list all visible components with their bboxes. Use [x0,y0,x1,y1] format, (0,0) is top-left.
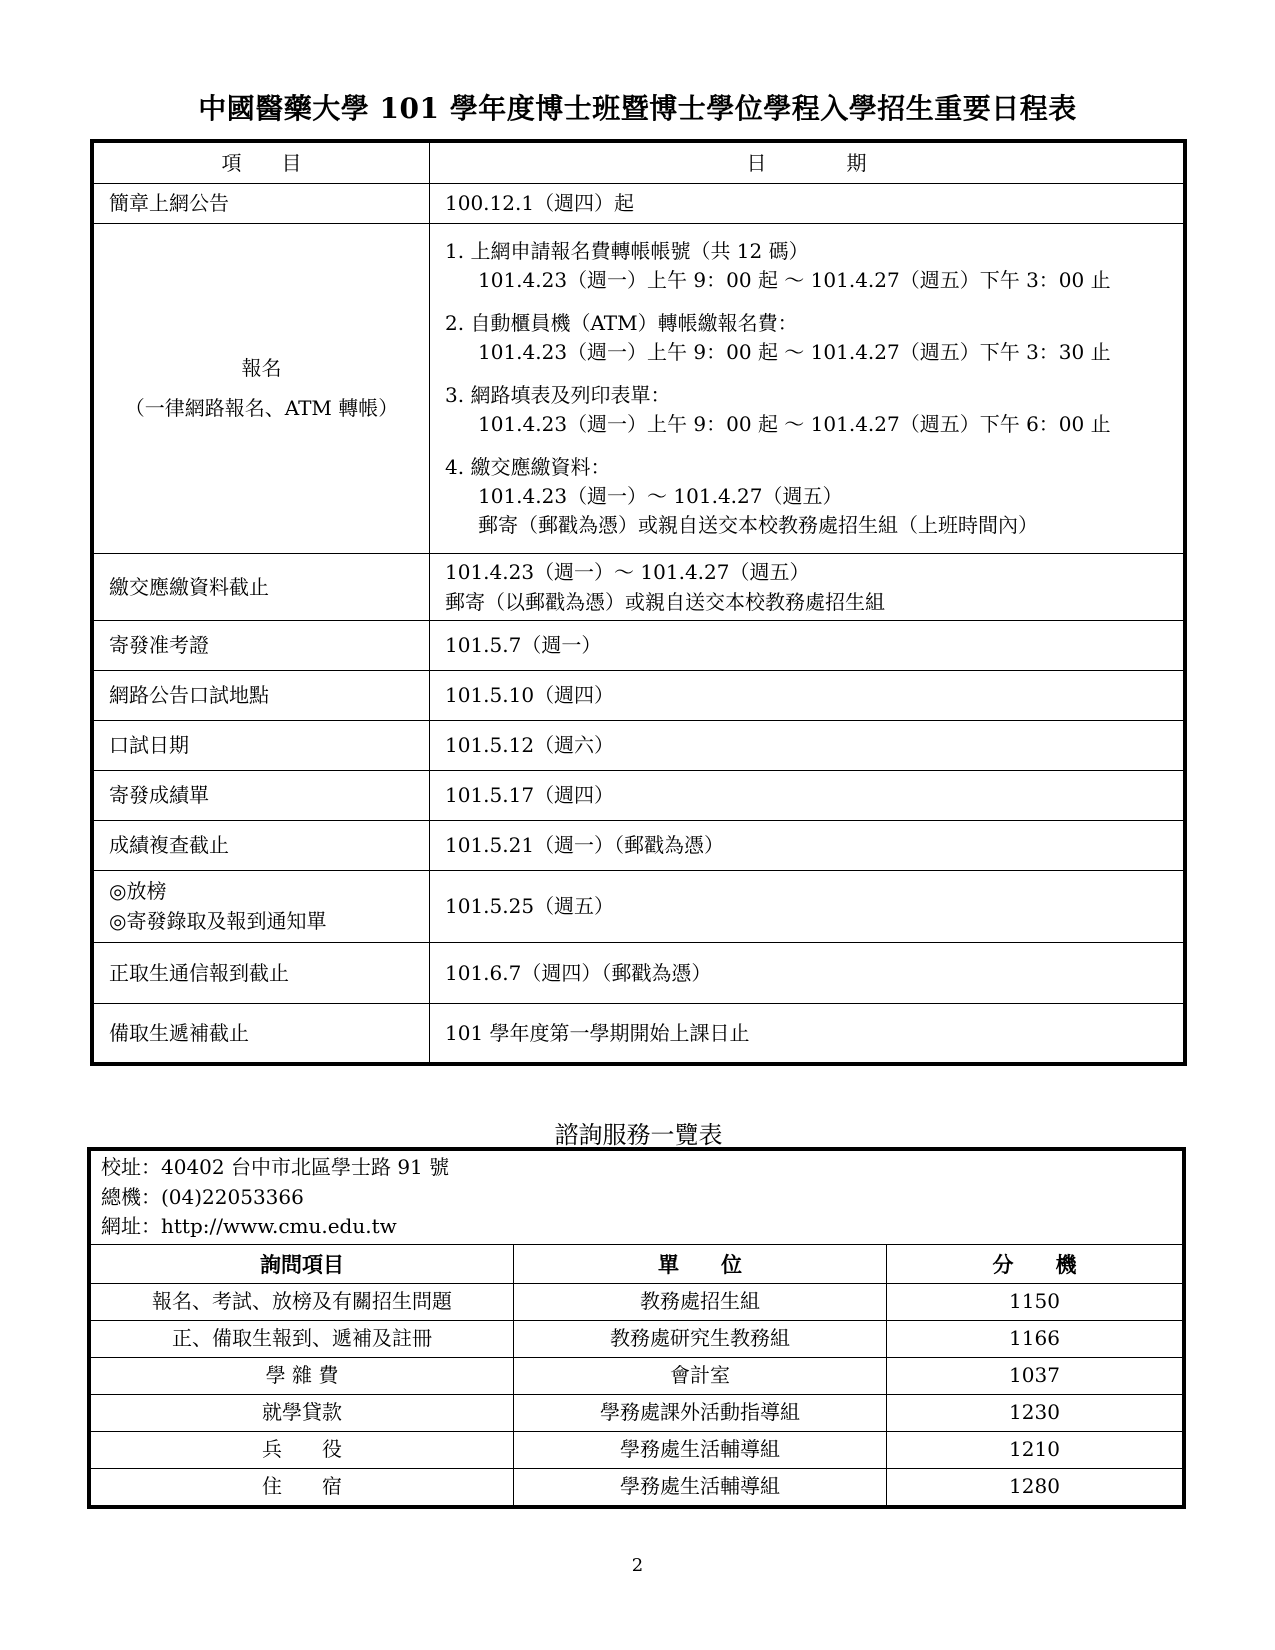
schedule-row [92,670,1185,720]
contact-row [89,1394,1184,1431]
schedule-date [430,553,1186,620]
schedule-item: 成績複查截止 [92,820,430,870]
unit: 學務處生活輔導組 [514,1468,887,1507]
header-item: 項 目 [92,141,430,183]
inquiry-item: 就學貸款 [89,1394,514,1431]
header-inquiry: 詢問項目 [89,1244,514,1283]
schedule-item: 口試日期 [92,720,430,770]
registration-steps [430,223,1186,553]
website: 網址：http://www.cmu.edu.tw [101,1214,397,1238]
extension: 1230 [887,1394,1185,1431]
document-title: 中國醫藥大學 101 學年度博士班暨博士學位學程入學招生重要日程表 [198,92,1077,125]
schedule-row-registration [92,223,1185,553]
extension: 1150 [887,1283,1185,1320]
contact-row [89,1431,1184,1468]
inquiry-item: 正、備取生報到、遞補及註冊 [89,1320,514,1357]
schedule-date: 101.5.17（週四） [430,770,1186,820]
inquiry-item: 學 雜 費 [89,1357,514,1394]
schedule-date: 101.6.7（週四）（郵戳為憑） [430,942,1186,1003]
contact-table [87,1147,1186,1509]
schedule-row [92,183,1185,223]
step-title: 3. 網路填表及列印表單： [445,382,671,407]
schedule-item: 正取生通信報到截止 [92,942,430,1003]
inquiry-item: 兵 役 [89,1431,514,1468]
schedule-item: 簡章上網公告 [92,183,430,223]
consult-title: 諮詢服務一覽表 [554,1121,723,1149]
contact-row [89,1468,1184,1507]
schedule-item-line: ◎寄發錄取及報到通知單 [109,909,327,933]
unit: 教務處研究生教務組 [514,1320,887,1357]
unit: 教務處招生組 [514,1283,887,1320]
header-date: 日 期 [430,141,1186,183]
phone: 總機：(04)22053366 [101,1184,304,1209]
page-number: 2 [631,1555,644,1576]
contact-header-row [89,1244,1184,1283]
schedule-row [92,553,1185,620]
extension: 1280 [887,1468,1185,1507]
unit: 學務處課外活動指導組 [514,1394,887,1431]
schedule-row [92,870,1185,942]
contact-info [89,1149,1184,1244]
unit: 會計室 [514,1357,887,1394]
schedule-date: 101.5.21（週一）（郵戳為憑） [430,820,1186,870]
schedule-item: 寄發成績單 [92,770,430,820]
schedule-item: 備取生遞補截止 [92,1003,430,1064]
step-title: 4. 繳交應繳資料： [445,454,611,479]
schedule-row [92,942,1185,1003]
schedule-date: 101 學年度第一學期開始上課日止 [430,1003,1186,1064]
address: 校址：40402 台中市北區學士路 91 號 [101,1155,450,1179]
schedule-date: 100.12.1（週四）起 [430,183,1186,223]
contact-row [89,1283,1184,1320]
inquiry-item: 報名、考試、放榜及有關招生問題 [89,1283,514,1320]
step-detail: 101.4.23（週一）上午 9：00 起 ～ 101.4.27（週五）下午 3：30 止 [478,339,1111,364]
extension: 1166 [887,1320,1185,1357]
inquiry-item: 住 宿 [89,1468,514,1507]
step-detail: 101.4.23（週一）上午 9：00 起 ～ 101.4.27（週五）下午 3：00 止 [478,267,1111,292]
schedule-header-row [92,141,1185,183]
schedule-row [92,770,1185,820]
schedule-item: 網路公告口試地點 [92,670,430,720]
schedule-date-line: 郵寄（以郵戳為憑）或親自送交本校教務處招生組 [445,589,885,614]
schedule-date: 101.5.7（週一） [430,620,1186,670]
step-detail: 郵寄（郵戳為憑）或親自送交本校教務處招生組（上班時間內） [478,512,1038,537]
schedule-row [92,1003,1185,1064]
contact-row [89,1357,1184,1394]
schedule-date: 101.5.10（週四） [430,670,1186,720]
step-title: 1. 上網申請報名費轉帳帳號（共 12 碼） [445,238,809,263]
registration-label: 報名 [241,356,282,380]
schedule-item [92,870,430,942]
unit: 學務處生活輔導組 [514,1431,887,1468]
step-detail: 101.4.23（週一）上午 9：00 起 ～ 101.4.27（週五）下午 6：00 止 [478,411,1111,436]
registration-note: （一律網路報名、ATM 轉帳） [124,396,399,420]
step-detail: 101.4.23（週一）～ 101.4.27（週五） [478,483,843,508]
contact-row [89,1320,1184,1357]
header-unit: 單 位 [514,1244,887,1283]
schedule-table [90,139,1187,1066]
schedule-item: 寄發准考證 [92,620,430,670]
step-title: 2. 自動櫃員機（ATM）轉帳繳報名費： [445,310,798,335]
schedule-row [92,820,1185,870]
schedule-date-line: 101.4.23（週一）～ 101.4.27（週五） [445,559,810,584]
header-extension: 分 機 [887,1244,1185,1283]
schedule-item-line: ◎放榜 [109,879,167,903]
schedule-item: 繳交應繳資料截止 [92,553,430,620]
schedule-row [92,620,1185,670]
schedule-date: 101.5.25（週五） [430,870,1186,942]
extension: 1037 [887,1357,1185,1394]
contact-info-row [89,1149,1184,1244]
schedule-row [92,720,1185,770]
schedule-date: 101.5.12（週六） [430,720,1186,770]
extension: 1210 [887,1431,1185,1468]
registration-item [92,223,430,553]
